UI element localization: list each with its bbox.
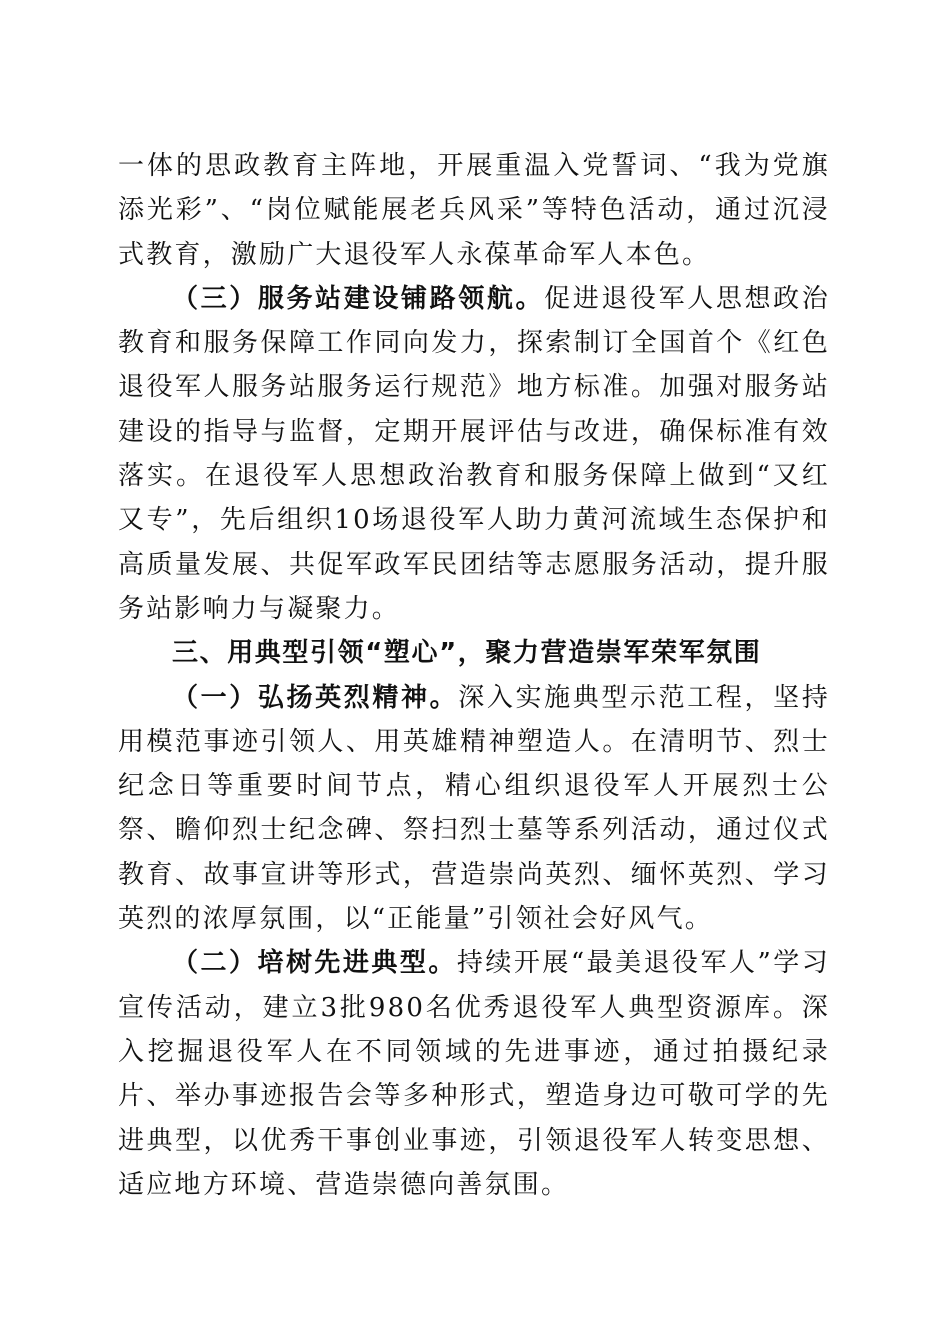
section-heading: 三、用典型引领“塑心”，聚力营造崇军荣军氛围	[172, 638, 762, 669]
paragraph-lead: （二）培树先进典型。	[172, 948, 457, 979]
paragraph-advanced-models	[118, 941, 830, 1207]
paragraph-lead: （三）服务站建设铺路领航。	[172, 283, 545, 314]
paragraph-continuation	[118, 144, 830, 277]
paragraph-text: 持续开展“最美退役军人”学习宣传活动，建立3批980名优秀退役军人典型资源库。深入挖掘退役军人在不同领域的先进事迹，通过拍摄纪录片、举办事迹报告会等多种形式，塑造身边可敬可学的先进典型，以优秀干事创业事迹，引领退役军人转变思想、适应地方环境、营造崇德向善氛围。	[118, 948, 830, 1200]
paragraph-text: 深入实施典型示范工程，坚持用模范事迹引领人、用英雄精神塑造人。在清明节、烈士纪念日等重要时间节点，精心组织退役军人开展烈士公祭、瞻仰烈士纪念碑、祭扫烈士墓等系列活动，通过仪式教育、故事宣讲等形式，营造崇尚英烈、缅怀英烈、学习英烈的浓厚氛围，以“正能量”引领社会好风气。	[118, 682, 830, 935]
paragraph-lead: （一）弘扬英烈精神。	[172, 682, 459, 713]
paragraph-service-station	[118, 277, 830, 631]
paragraph-text: 一体的思政教育主阵地，开展重温入党誓词、“我为党旗添光彩”、“岗位赋能展老兵风采”等特色活动，通过沉浸式教育，激励广大退役军人永葆革命军人本色。	[118, 151, 830, 270]
paragraph-heroes-spirit	[118, 676, 830, 942]
document-body	[118, 144, 830, 1207]
paragraph-text: 促进退役军人思想政治教育和服务保障工作同向发力，探索制订全国首个《红色退役军人服务站服务运行规范》地方标准。加强对服务站建设的指导与监督，定期开展评估与改进，确保标准有效落实。在退役军人思想政治教育和服务保障上做到“又红又专”，先后组织10场退役军人助力黄河流域生态保护和高质量发展、共促军政军民团结等志愿服务活动，提升服务站影响力与凝聚力。	[118, 283, 830, 624]
